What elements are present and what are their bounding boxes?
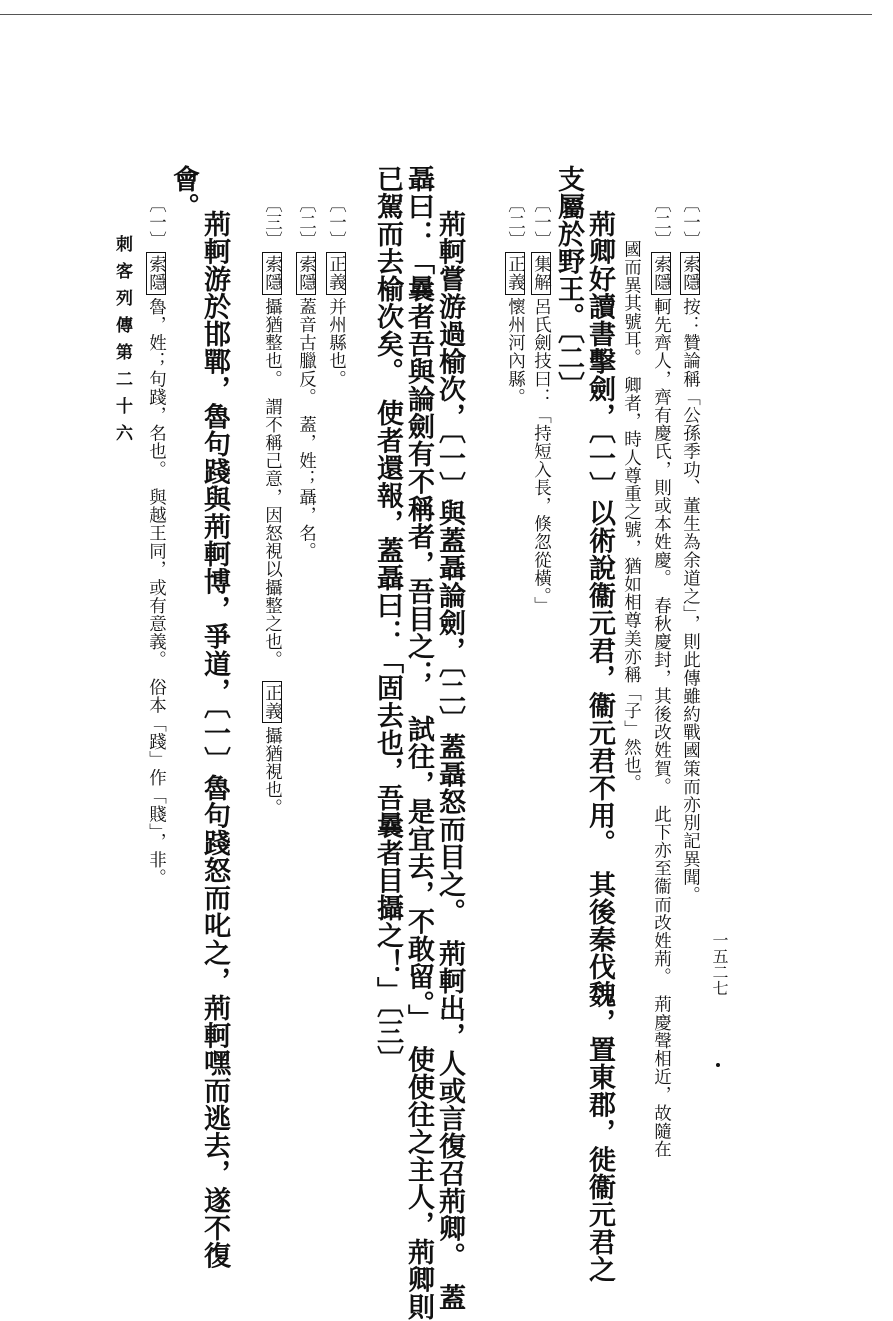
- annotation-column: [531, 195, 551, 615]
- text-segment: 〔一〕: [326, 195, 347, 250]
- commentary-label: 正義: [505, 252, 525, 294]
- text-column: [436, 210, 463, 1311]
- text-segment: 荊卿好讀書擊劍，〔一〕以術說衞元君，衞元君不用。 其後秦伐魏，置東郡，徙衞元君之: [584, 210, 615, 1283]
- commentary-label: 索隱: [680, 252, 700, 294]
- running-footer: 刺客列傳第二十六: [112, 235, 132, 451]
- text-segment: 并州縣也。: [326, 297, 347, 389]
- annotation-column: [296, 195, 316, 560]
- text-segment: 魯，姓；句踐，名也。 與越王同，或有意義。 俗本「踐」作「賤」，非。: [146, 297, 167, 887]
- top-rule: [0, 14, 872, 15]
- text-segment: 蓋音古臘反。 蓋，姓；聶，名。: [296, 297, 317, 561]
- text-segment: 攝猶視也。: [262, 726, 283, 817]
- text-segment: 軻先齊人，齊有慶氏，則或本姓慶。 春秋慶封，其後改姓賀。 此下亦至衞而改姓荊。 荊慶聲相近，故隨在: [651, 297, 672, 1159]
- text-segment: 〔二〕: [296, 195, 317, 250]
- text-segment: 〔三〕: [262, 195, 283, 250]
- text-column: [201, 210, 228, 1269]
- commentary-label: 集解: [531, 252, 551, 294]
- annotation-column: [326, 195, 346, 388]
- text-segment: 〔一〕: [680, 195, 701, 250]
- text-segment: 〔一〕: [146, 195, 167, 250]
- commentary-label: 索隱: [262, 252, 282, 294]
- text-column: [555, 165, 582, 399]
- commentary-label: 索隱: [651, 252, 671, 294]
- text-segment: 〔二〕: [505, 195, 526, 250]
- text-segment: 會。: [168, 165, 199, 220]
- text-segment: 聶曰：「曩者吾與論劍有不稱者，吾目之； 試往，是宜去，不敢留。」 使使往之主人，荊卿則: [403, 165, 434, 1321]
- text-segment: 已駕而去榆次矣。 使者還報，蓋聶曰：「固去也，吾曩者目攝之！」〔三〕: [372, 165, 403, 1073]
- text-segment: 荊軻嘗游過榆次，〔一〕與蓋聶論劍，〔二〕蓋聶怒而目之。 荊軻出，人或言復召荊卿。 蓋: [434, 210, 465, 1311]
- text-segment: 懷州河內縣。: [505, 297, 526, 407]
- text-column: [586, 210, 613, 1283]
- commentary-label: 索隱: [146, 252, 166, 294]
- text-segment: 支屬於野王。〔二〕: [553, 165, 584, 399]
- text-segment: 〔一〕: [531, 195, 552, 250]
- text-segment: 呂氏劍技曰：「持短入長，倏忽從橫。」: [531, 297, 552, 615]
- text-column: [374, 165, 401, 1073]
- annotation-column: [622, 240, 640, 792]
- page-number: 一五二七: [710, 932, 729, 996]
- text-column: [405, 165, 432, 1321]
- text-segment: 按：贊論稱「公孫季功、董生為余道之」，則此傳雖約戰國策而亦別記異聞。: [680, 297, 701, 905]
- commentary-label: 正義: [262, 681, 282, 723]
- text-segment: 國而異其號耳。 卿者，時人尊重之號，猶如相尊美亦稱「子」然也。: [621, 240, 642, 793]
- text-column: [170, 165, 197, 220]
- text-segment: 攝猶整也。 謂不稱己意，因怒視以攝整之也。: [262, 297, 283, 679]
- annotation-column: [146, 195, 166, 887]
- text-segment: 荊軻游於邯鄲，魯句踐與荊軻博，爭道，〔一〕魯句踐怒而叱之，荊軻嘿而逃去，遂不復: [199, 210, 230, 1269]
- annotation-column: [262, 195, 282, 817]
- annotation-column: [505, 195, 525, 406]
- scan-speck: [716, 1063, 720, 1067]
- text-segment: 〔二〕: [651, 195, 672, 250]
- commentary-label: 正義: [326, 252, 346, 294]
- commentary-label: 索隱: [296, 252, 316, 294]
- annotation-column: [680, 195, 700, 904]
- annotation-column: [651, 195, 671, 1158]
